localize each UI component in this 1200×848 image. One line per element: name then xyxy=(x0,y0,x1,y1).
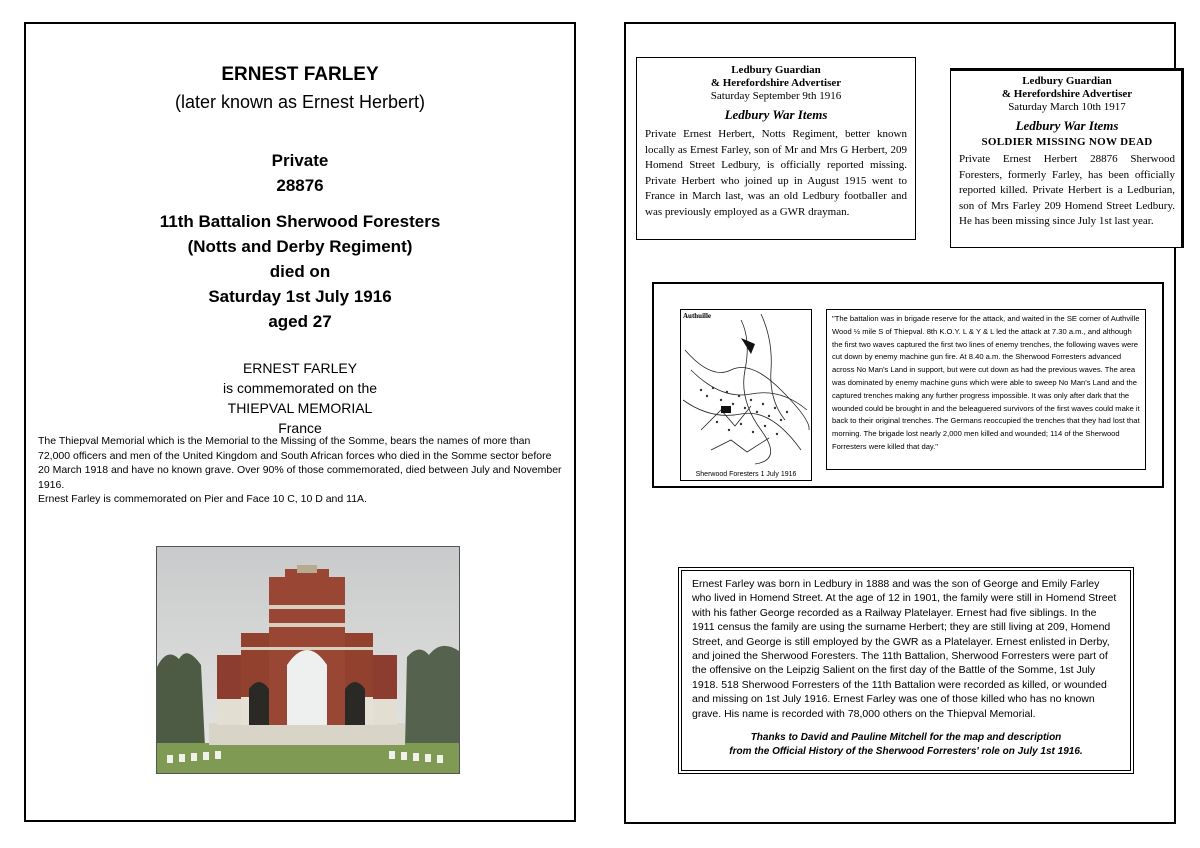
memorial-description-text: The Thiepval Memorial which is the Memorial to the Missing of the Somme, bears the names of more than 72,000 officers and men of the United Kingdom and South African forces who died in the Somme sector before 20 March 1918 and have no known grave. Over 90% of those commemorated, died between July and November 1916. xyxy=(38,435,562,491)
map-caption: Sherwood Foresters 1 July 1916 xyxy=(695,471,797,478)
clip1-paper-line2: & Herefordshire Advertiser xyxy=(710,77,842,89)
commem-text: is commemorated on the xyxy=(222,380,378,396)
acknowledgement-line2: from the Official History of the Sherwood Forresters' role on July 1st 1916. xyxy=(729,746,1083,758)
pier-face-text: Ernest Farley is commemorated on Pier and Face 10 C, 10 D and 11A. xyxy=(38,493,367,505)
clip2-paper-line1: Ledbury Guardian xyxy=(1022,75,1112,87)
left-page xyxy=(24,22,576,822)
commem-name: ERNEST FARLEY xyxy=(242,360,358,376)
newspaper-clipping-1916 xyxy=(636,57,916,240)
unit-line-2: (Notts and Derby Regiment) xyxy=(187,237,413,256)
unit-block xyxy=(26,209,574,334)
clip2-paper xyxy=(951,75,1183,101)
service-number: 28876 xyxy=(276,176,324,195)
later-known-as: (later known as Ernest Herbert) xyxy=(174,92,426,112)
memorial-name: THIEPVAL MEMORIAL xyxy=(227,400,373,416)
map-and-quote-box xyxy=(652,282,1164,488)
thiepval-memorial-photo xyxy=(156,546,460,774)
biography-inner xyxy=(681,570,1131,771)
trench-map xyxy=(680,309,812,481)
clip2-heading: Ledbury War Items xyxy=(1015,118,1119,133)
biography-box xyxy=(678,567,1134,774)
biography-text: Ernest Farley was born in Ledbury in 1888 and was the son of George and Emily Farley who lived in Homend Street. At the age of 12 in 1901, the family were still in Homend Street with his father George recorded as a Railway Platelayer. Ernest had five siblings. In the 1911 census the family are using the surname Herbert; they are still living at 209, Homend Street, and George is still employed by the GWR as a Platelayer. Ernest enlisted in Derby, and joined the Sherwood Foresters. The 11th Battalion, Sherwood Forresters were part of the offensive on the Leipzig Salient on the first day of the Battle of the Somme, 1st July 1918. 518 Sherwood Forresters of the 11th Battalion were recorded as killed, or wounded and missing on 1st July 1916. Ernest Farley was one of those killed who has no known grave. His name is recorded with 78,000 others on the Thiepval Memorial. xyxy=(692,578,1117,720)
clip1-body: Private Ernest Herbert, Notts Regiment, better known locally as Ernest Farley, son of Mr and Mrs G Herbert, 209 Homend Street Ledbury, is officially reported missing. Private Herbert who joined up in August 1915 went to France in March last, was an old Ledbury footballer and was previously employed as a GWR drayman. xyxy=(645,128,907,218)
clip1-heading: Ledbury War Items xyxy=(724,107,828,122)
clip2-paper-line2: & Herefordshire Advertiser xyxy=(1001,88,1133,100)
clip1-date: Saturday September 9th 1916 xyxy=(710,90,842,102)
clip2-body: Private Ernest Herbert 28876 Sherwood Foresters, formerly Farley, has been officially reported killed. Private Herbert is a Ledburian, son of Mrs Farley 209 Homend Street Ledbury. He has been missing since July 1st last year. xyxy=(959,153,1175,227)
memorial-description xyxy=(38,434,564,507)
right-page xyxy=(624,22,1176,824)
acknowledgement xyxy=(692,731,1120,759)
clip2-subheading: SOLDIER MISSING NOW DEAD xyxy=(981,136,1153,148)
map-label: Authuille xyxy=(683,312,712,320)
clip1-paper xyxy=(637,64,915,90)
age: aged 27 xyxy=(268,312,332,331)
battalion-quote: "The battalion was in brigade reserve for the attack, and waited in the SE corner of Authville Wood ½ mile S of Thiepval. 8th K.O.Y. L & Y & L led the attack at 7.30 a.m., and although the first two waves captured the first two lines of enemy trenches, the following waves were cut down by enemy machine gun fire. At 8.40 a.m. the Sherwood Forresters advanced across No Man's Land in support, but were cut down as had the previous waves. The area was dominated by enemy machine guns which were able to sweep No Man's Land and the captured trenches making any further progress impossible. It was only after dark that the wounded could be brought in and the beleaguered survivors of the first waves could make it back to their original trenches. The Germans reoccupied the trenches that they had lost that morning. The brigade lost nearly 2,000 men killed and wounded; 114 of the Sherwood Forresters were killed that day." xyxy=(826,309,1146,470)
soldier-name: ERNEST FARLEY xyxy=(221,64,379,85)
rank: Private xyxy=(271,151,329,170)
clip1-paper-line1: Ledbury Guardian xyxy=(731,64,821,76)
date-of-death: Saturday 1st July 1916 xyxy=(208,287,392,306)
country: France xyxy=(278,420,322,436)
died-on: died on xyxy=(269,262,331,281)
clip2-date: Saturday March 10th 1917 xyxy=(1008,101,1126,113)
rank-block xyxy=(26,148,574,198)
newspaper-clipping-1917 xyxy=(950,68,1184,248)
unit-line-1: 11th Battalion Sherwood Foresters xyxy=(159,212,441,231)
acknowledgement-line1: Thanks to David and Pauline Mitchell for the map and description xyxy=(750,732,1062,744)
commemoration-block xyxy=(26,358,574,438)
